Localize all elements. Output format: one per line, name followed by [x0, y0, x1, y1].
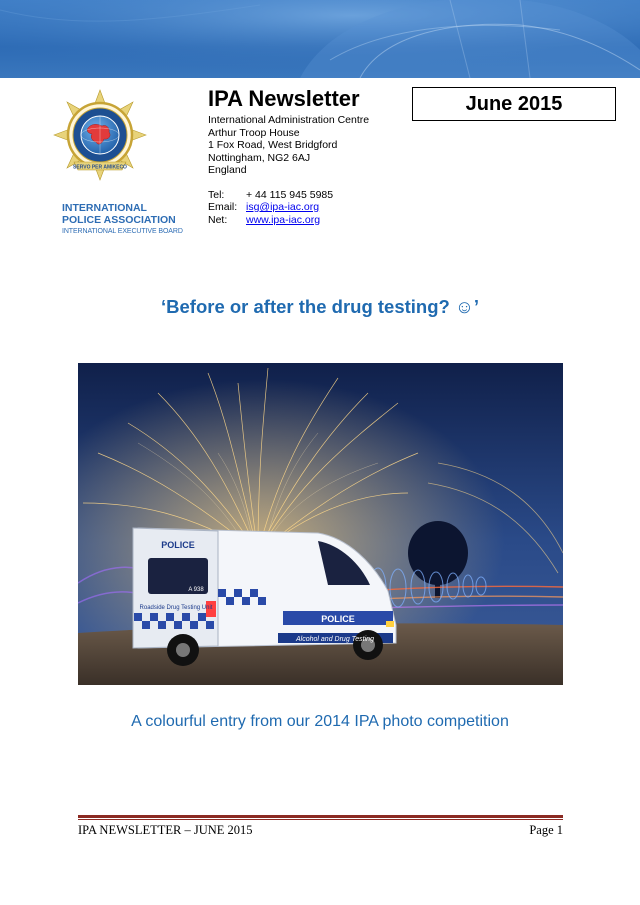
van-unit-text: Roadside Drug Testing Unit: [139, 605, 213, 611]
tel-label: Tel:: [208, 188, 225, 201]
van-alcohol-text: Alcohol and Drug Testing: [296, 636, 374, 643]
address-line: International Administration Centre: [208, 114, 370, 126]
newsletter-header: [208, 86, 408, 226]
tel-row: [208, 189, 408, 202]
address-block: [208, 114, 408, 177]
contact-block: [208, 189, 408, 227]
address-line: Arthur Troop House: [208, 126, 300, 139]
website-link[interactable]: www.ipa-iac.org: [246, 213, 321, 226]
logo-ribbon-text: SERVO PER AMIKECO: [73, 164, 127, 171]
logo-org-name: [62, 202, 192, 226]
email-link[interactable]: isg@ipa-iac.org: [246, 201, 320, 213]
logo-name-line-2: POLICE ASSOCIATION: [62, 214, 176, 226]
newsletter-title: IPA Newsletter: [208, 86, 360, 111]
article-headline: ‘Before or after the drug testing? ☺’: [161, 296, 479, 317]
logo-name-line-1: INTERNATIONAL: [62, 202, 147, 214]
address-line: Nottingham, NG2 6AJ: [208, 151, 311, 164]
photo-caption: A colourful entry from our 2014 IPA photo competition: [131, 713, 509, 730]
net-label: Net:: [208, 213, 228, 226]
issue-date-box: [412, 87, 616, 121]
logo-subtitle: INTERNATIONAL EXECUTIVE BOARD: [62, 228, 183, 235]
footer-rule-thin: [78, 819, 563, 820]
top-banner: [0, 0, 640, 78]
police-van-photo: [78, 363, 563, 685]
address-line: England: [208, 164, 247, 176]
net-row: [208, 214, 408, 227]
issue-date: June 2015: [465, 92, 563, 115]
footer-title: IPA NEWSLETTER – JUNE 2015: [78, 823, 253, 837]
ipa-logo: [52, 88, 148, 188]
van-police-rear: POLICE: [161, 540, 195, 550]
page-number: Page 1: [529, 823, 563, 837]
van-police-side: POLICE: [321, 614, 355, 624]
banner-globe-graphic: [0, 0, 640, 78]
footer-rule-thick: [78, 815, 563, 818]
article-photo: [78, 363, 563, 685]
van-plate: A 938: [188, 587, 204, 593]
address-line: 1 Fox Road, West Bridgford: [208, 139, 338, 151]
email-row: [208, 201, 408, 214]
email-label: Email:: [208, 201, 238, 213]
tel-value: + 44 115 945 5985: [246, 188, 334, 201]
